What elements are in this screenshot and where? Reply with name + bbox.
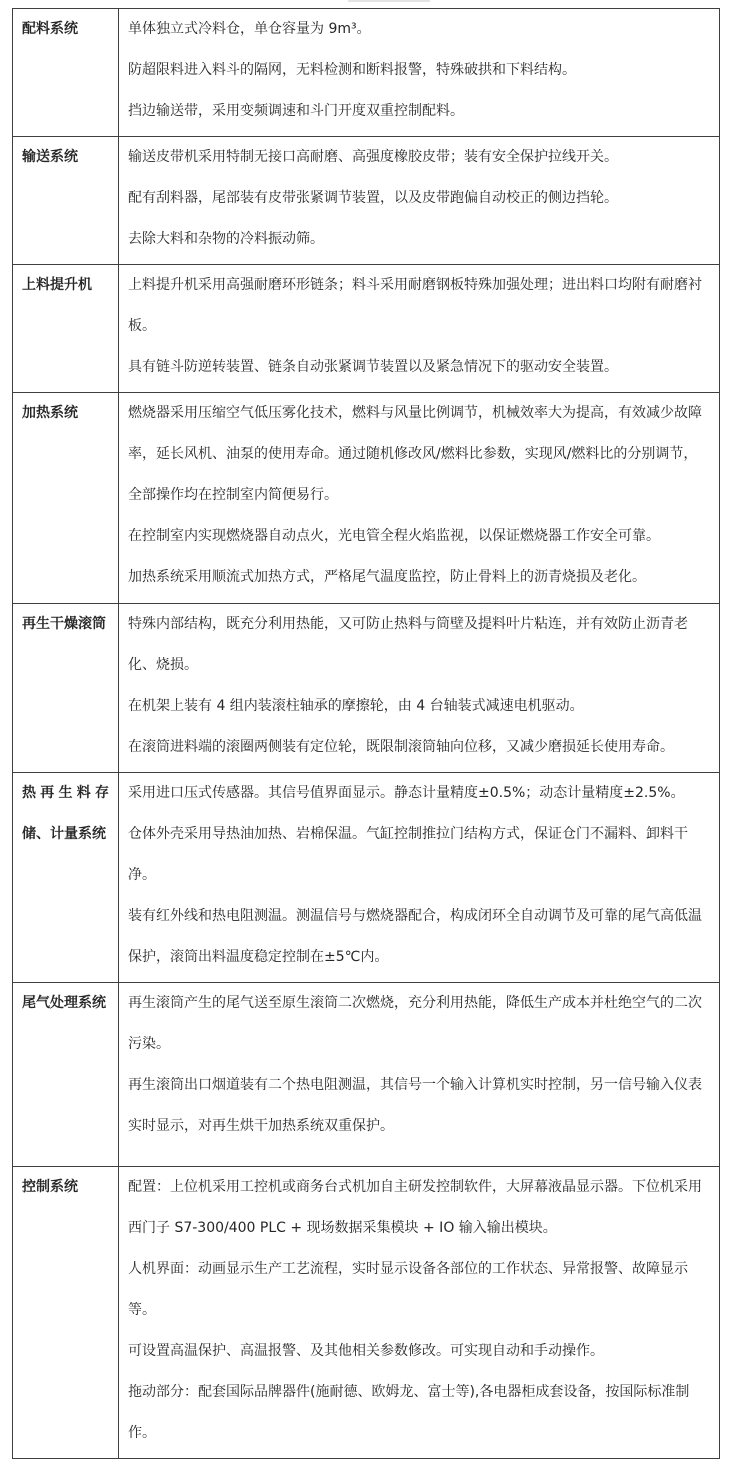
system-name-cell (13, 773, 119, 983)
spec-paragraph: 再生滚筒出口烟道装有二个热电阻测温，其信号一个输入计算机实时控制，另一信号输入仪表实时显示，对再生烘干加热系统双重保护。 (128, 1077, 702, 1134)
system-description-cell (119, 983, 720, 1167)
system-name-label: 输送系统 (22, 149, 78, 165)
spec-table-row (13, 265, 720, 393)
spec-paragraph: 装有红外线和热电阻测温。测温信号与燃烧器配合，构成闭环全自动调节及可靠的尾气高低温保护，滚筒出料温度稳定控制在±5℃内。 (128, 908, 702, 965)
spec-table-container (12, 8, 720, 1459)
spec-paragraph: 防超限料进入料斗的隔网，无料检测和断料报警，特殊破拱和下料结构。 (128, 62, 576, 78)
spec-table-row (13, 983, 720, 1167)
spec-table-row (13, 137, 720, 265)
spec-paragraph: 上料提升机采用高强耐磨环形链条；料斗采用耐磨钢板特殊加强处理；进出料口均附有耐磨衬板。 (128, 277, 702, 334)
spec-paragraph: 具有链斗防逆转装置、链条自动张紧调节装置以及紧急情况下的驱动安全装置。 (128, 359, 618, 375)
spec-table-row (13, 1167, 720, 1459)
system-description-cell (119, 265, 720, 393)
spec-paragraph: 单体独立式冷料仓，单仓容量为 9m³。 (128, 21, 371, 37)
spec-paragraph: 再生滚筒产生的尾气送至原生滚筒二次燃烧，充分利用热能，降低生产成本并杜绝空气的二次污染。 (128, 995, 702, 1052)
system-description-cell (119, 773, 720, 983)
spec-paragraph: 配有刮料器，尾部装有皮带张紧调节装置，以及皮带跑偏自动校正的侧边挡轮。 (128, 190, 618, 206)
system-name-cell (13, 1167, 119, 1459)
spec-table-row (13, 9, 720, 137)
system-description-cell (119, 604, 720, 773)
spec-table-row (13, 393, 720, 604)
system-name-label: 加热系统 (22, 405, 78, 421)
system-name-cell (13, 393, 119, 604)
spec-paragraph: 采用进口压式传感器。其信号值界面显示。静态计量精度±0.5%；动态计量精度±2.5%。 (128, 785, 685, 801)
system-name-label: 控制系统 (22, 1179, 78, 1195)
system-name-label: 配料系统 (22, 21, 78, 37)
system-name-label: 热再生料存储、计量系统 (22, 785, 109, 842)
spec-paragraph: 配置：上位机采用工控机或商务台式机加自主研发控制软件，大屏幕液晶显示器。下位机采用西门子 S7-300/400 PLC + 现场数据采集模块 + IO 输入输出模块。 (128, 1179, 702, 1236)
system-name-cell (13, 983, 119, 1167)
spec-paragraph: 在滚筒进料端的滚圈两侧装有定位轮，既限制滚筒轴向位移，又减少磨损延长使用寿命。 (128, 739, 674, 755)
cropped-content-remnant (348, 0, 430, 2)
system-description-cell (119, 137, 720, 265)
system-name-cell (13, 265, 119, 393)
spec-paragraph: 在机架上装有 4 组内装滚柱轴承的摩擦轮，由 4 台轴装式减速电机驱动。 (128, 698, 584, 714)
system-description-cell (119, 1167, 720, 1459)
spec-paragraph: 去除大料和杂物的冷料振动筛。 (128, 231, 324, 247)
spec-table-row (13, 773, 720, 983)
spec-paragraph: 在控制室内实现燃烧器自动点火，光电管全程火焰监视，以保证燃烧器工作安全可靠。 (128, 528, 660, 544)
spec-paragraph: 特殊内部结构，既充分利用热能，又可防止热料与筒壁及提料叶片粘连，并有效防止沥青老化、烧损。 (128, 616, 688, 673)
system-description-cell (119, 393, 720, 604)
spec-paragraph: 燃烧器采用压缩空气低压雾化技术，燃料与风量比例调节，机械效率大为提高，有效减少故障率，延长风机、油泵的使用寿命。通过随机修改风/燃料比参数，实现风/燃料比的分别调节，全部操作均在控制室内简便易行。 (128, 405, 702, 503)
system-name-cell (13, 9, 119, 137)
spec-paragraph: 加热系统采用顺流式加热方式，严格尾气温度监控，防止骨料上的沥青烧损及老化。 (128, 569, 646, 585)
system-name-label: 尾气处理系统 (22, 995, 106, 1011)
spec-paragraph: 可设置高温保护、高温报警、及其他相关参数修改。可实现自动和手动操作。 (128, 1343, 604, 1359)
system-name-cell (13, 137, 119, 265)
spec-paragraph: 拖动部分：配套国际品牌器件(施耐德、欧姆龙、富士等),各电器柜成套设备，按国际标准制作。 (128, 1384, 690, 1441)
spec-paragraph: 挡边输送带，采用变频调速和斗门开度双重控制配料。 (128, 103, 464, 119)
system-name-label: 再生干燥滚筒 (22, 616, 106, 632)
system-name-cell (13, 604, 119, 773)
spec-paragraph: 输送皮带机采用特制无接口高耐磨、高强度橡胶皮带；装有安全保护拉线开关。 (128, 149, 618, 165)
system-spec-table (12, 8, 720, 1459)
spec-paragraph: 仓体外壳采用导热油加热、岩棉保温。气缸控制推拉门结构方式，保证仓门不漏料、卸料干净。 (128, 826, 688, 883)
system-description-cell (119, 9, 720, 137)
system-name-label: 上料提升机 (22, 277, 92, 293)
spec-paragraph: 人机界面：动画显示生产工艺流程，实时显示设备各部位的工作状态、异常报警、故障显示等。 (128, 1261, 688, 1318)
spec-table-row (13, 604, 720, 773)
